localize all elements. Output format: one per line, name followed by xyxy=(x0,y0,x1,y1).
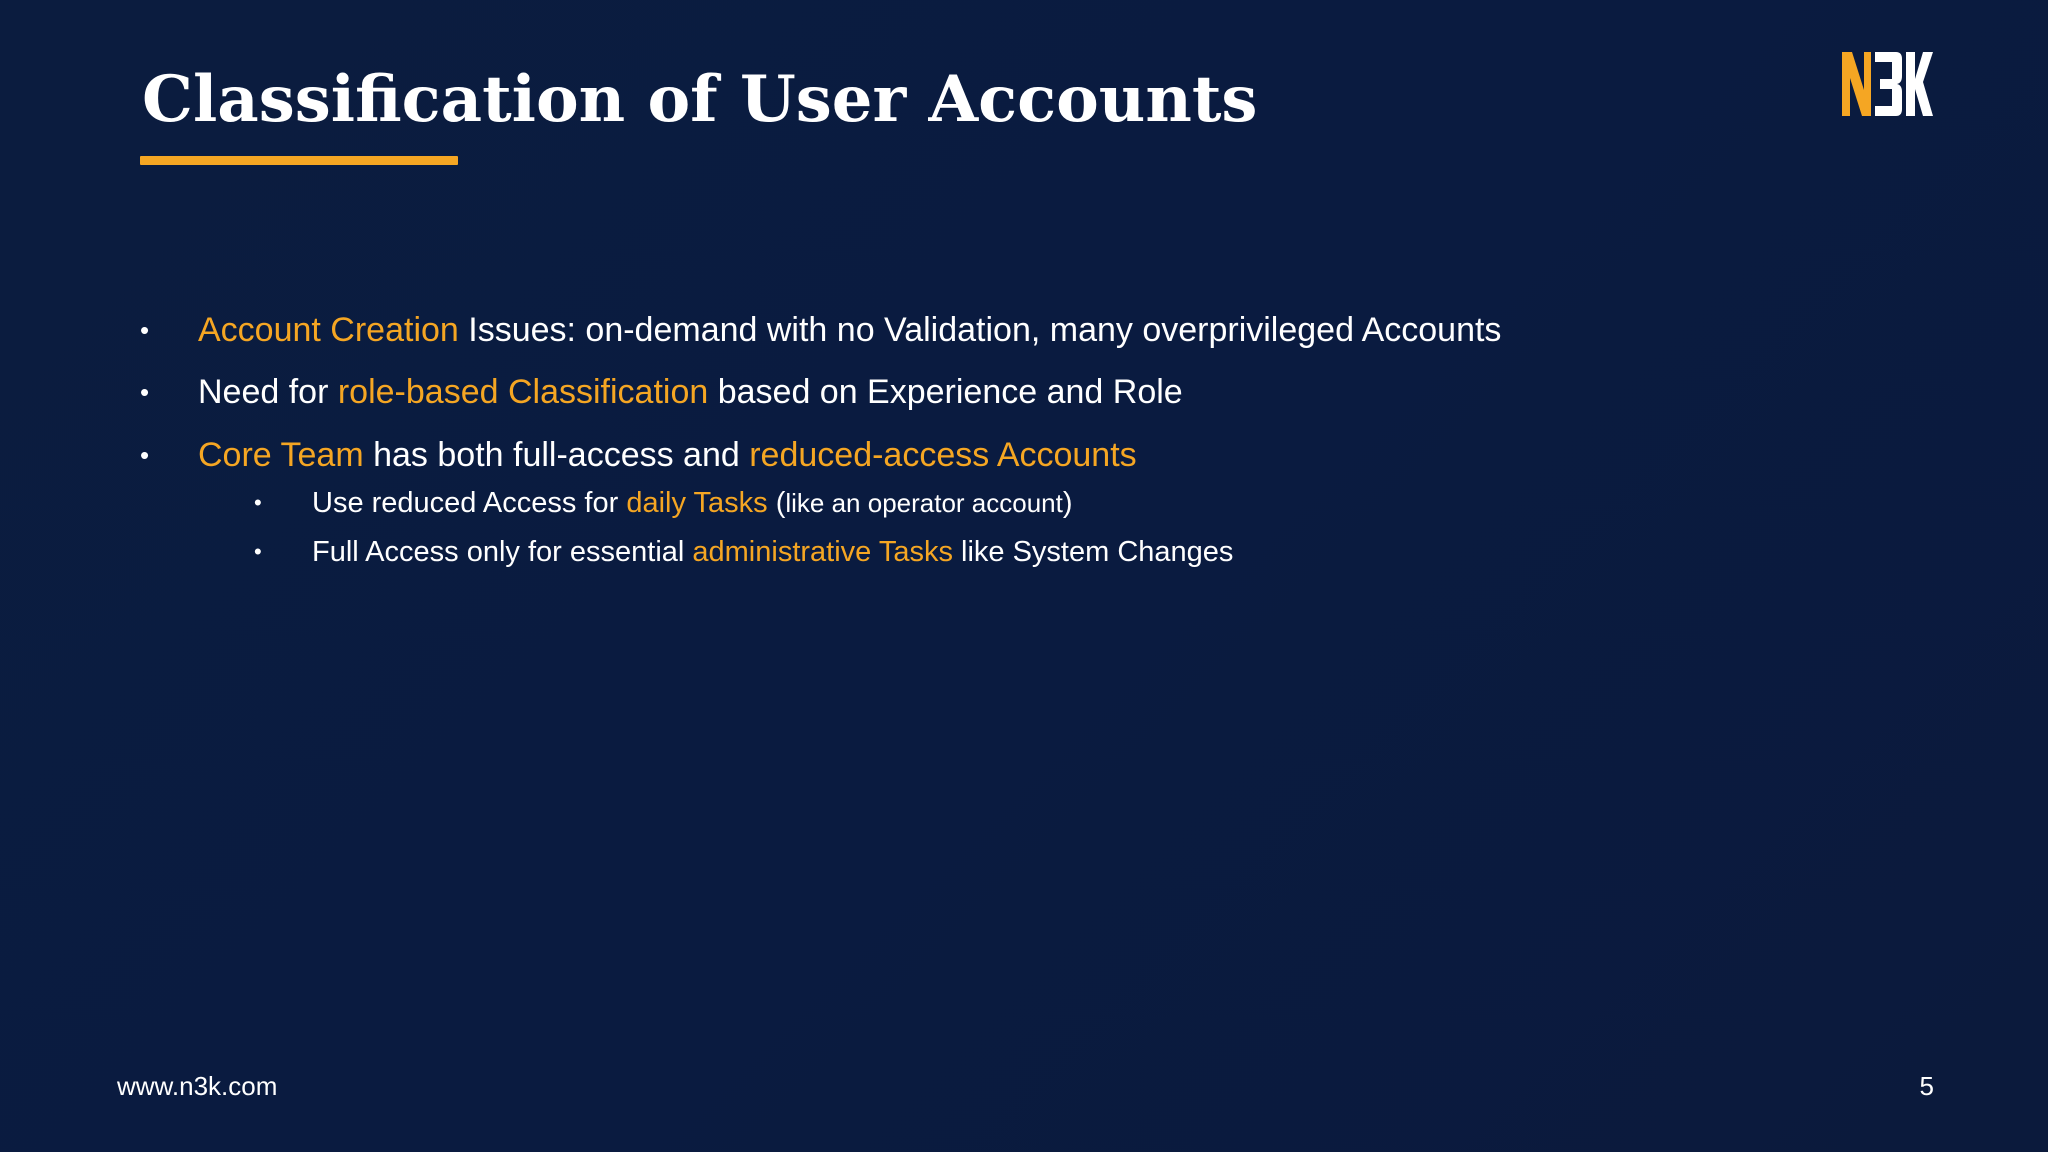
bullet-item xyxy=(198,308,1501,352)
highlighted-text: administrative Tasks xyxy=(692,536,953,568)
title-underline xyxy=(140,156,458,165)
bullet-text: ( xyxy=(767,487,786,519)
bullet-text: Use reduced Access for xyxy=(312,487,627,519)
footer-url: www.n3k.com xyxy=(117,1071,278,1101)
bullet-marker: • xyxy=(254,490,262,515)
bullet-text: has both full-access and xyxy=(363,436,750,474)
bullet-item xyxy=(312,533,1233,571)
n3k-logo-icon xyxy=(1840,46,1934,122)
bullet-text: like an operator account xyxy=(785,488,1063,518)
bullet-text: Full Access only for essential xyxy=(312,536,693,568)
bullet-text: like System Changes xyxy=(952,536,1234,568)
bullet-text: based on Experience and Role xyxy=(708,373,1183,411)
bullet-item xyxy=(312,484,1073,522)
bullet-text: Need for xyxy=(198,373,338,411)
bullet-text: Issues: on-demand with no Validation, many overprivileged Accounts xyxy=(458,311,1502,349)
highlighted-text: role-based Classification xyxy=(337,373,709,411)
page-number: 5 xyxy=(1919,1071,1934,1101)
highlighted-text: Account Creation xyxy=(198,311,459,349)
bullet-text: ) xyxy=(1062,487,1073,519)
bullet-marker: • xyxy=(140,315,150,345)
highlighted-text: reduced-access Accounts xyxy=(749,436,1137,474)
slide-title: Classification of User Accounts xyxy=(142,62,1258,137)
bullet-marker: • xyxy=(140,440,150,470)
bullet-marker: • xyxy=(254,539,262,564)
highlighted-text: daily Tasks xyxy=(626,487,768,519)
bullet-item xyxy=(198,370,1183,414)
bullet-marker: • xyxy=(140,377,150,407)
highlighted-text: Core Team xyxy=(198,436,364,474)
bullet-item xyxy=(198,433,1137,477)
